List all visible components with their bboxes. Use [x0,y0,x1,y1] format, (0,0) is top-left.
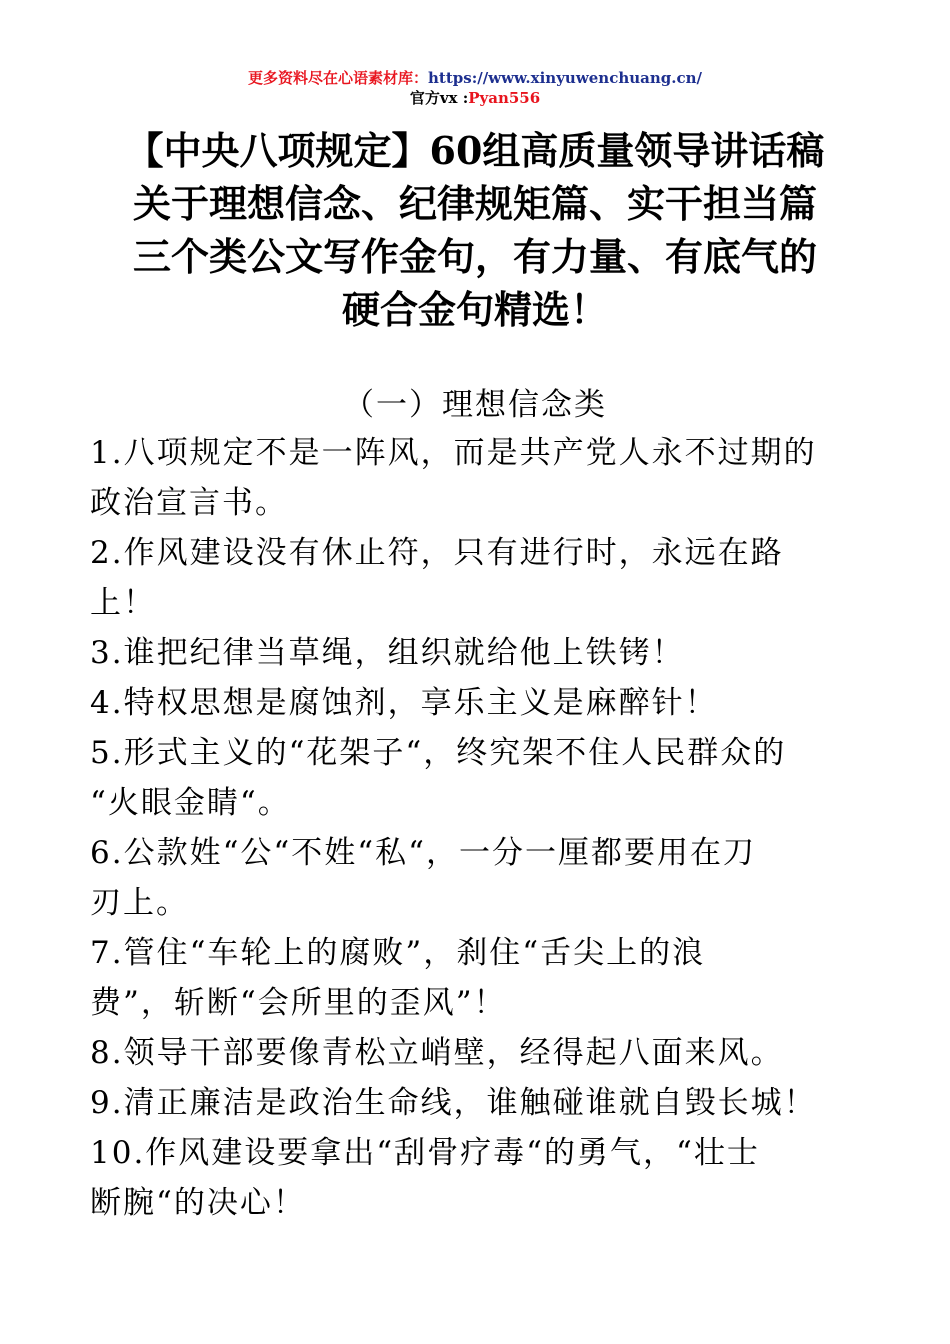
item-line: 9.清正廉洁是政治生命线，谁触碰谁就自毁长城！ [90,1085,817,1121]
section-heading: （一）理想信念类 [343,387,607,423]
title-line: 关于理想信念、纪律规矩篇、实干担当篇 [132,181,817,226]
item-line: 政治宣言书。 [90,485,288,521]
list-item [90,528,862,628]
list-item [90,728,862,828]
promo-label: 更多资料尽在心语素材库： [248,69,429,87]
item-line: 5.形式主义的“花架子“，终究架不住人民群众的 [90,735,787,771]
item-line: 1.八项规定不是一阵风，而是共产党人永不过期的 [90,435,817,471]
document-title [95,124,855,336]
list-item [90,1128,862,1228]
quote-list [90,428,862,1228]
item-line: 7.管住“车轮上的腐败”，刹住“舌尖上的浪 [90,935,706,971]
header-promo-line [0,68,950,88]
title-line: 【中央八项规定】60组高质量领导讲话稿 [125,128,825,173]
contact-label: 官方vx : [409,89,469,107]
item-line: 2.作风建设没有休止符，只有进行时，永远在路 [90,535,784,571]
item-line: 3.谁把纪律当草绳，组织就给他上铁铐！ [90,635,685,671]
list-item [90,678,862,728]
item-line: 10.作风建设要拿出“刮骨疗毒“的勇气，“壮士 [90,1135,760,1171]
item-line: “火眼金睛“。 [90,785,291,821]
list-item [90,628,862,678]
list-item [90,928,862,1028]
item-line: 8.领导干部要像青松立峭壁，经得起八面来风。 [90,1035,784,1071]
item-line: 费”，斩断“会所里的歪风”！ [90,985,507,1021]
item-line: 4.特权思想是腐蚀剂，享乐主义是麻醉针！ [90,685,718,721]
item-line: 6.公款姓“公“不姓“私“，一分一厘都要用在刀 [90,835,756,871]
title-line: 硬合金句精选！ [341,287,608,332]
item-line: 上！ [90,585,156,621]
title-line: 三个类公文写作金句，有力量、有底气的 [132,234,817,279]
list-item [90,428,862,528]
list-item [90,1078,862,1128]
item-line: 断腕“的决心！ [90,1185,306,1221]
promo-url-link[interactable]: https://www.xinyuwenchuang.cn/ [428,69,702,87]
item-line: 刃上。 [90,885,189,921]
contact-value: Pyan556 [468,89,541,107]
header-contact-line [0,88,950,108]
list-item [90,1028,862,1078]
list-item [90,828,862,928]
